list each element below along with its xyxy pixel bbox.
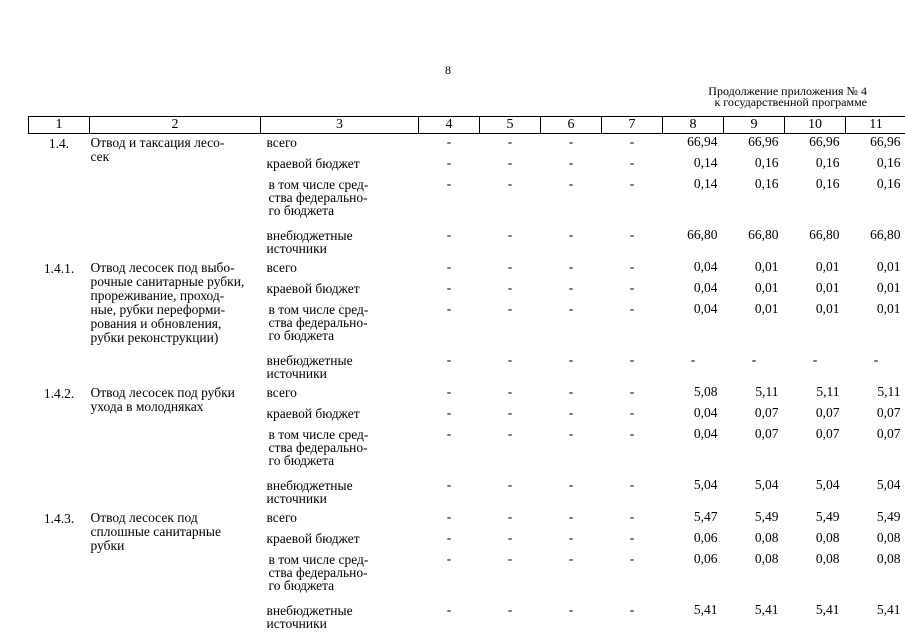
value-cell-col5: - <box>507 352 513 367</box>
value-cell-col11: 5,11 <box>877 384 901 399</box>
value-cell-col9: - <box>751 352 757 367</box>
value-cell-col11: 0,07 <box>876 405 901 420</box>
value-cell-col8: 66,94 <box>687 134 718 149</box>
value-cell-col10: - <box>812 352 818 367</box>
funding-source: всего <box>266 260 297 275</box>
value-cell-col8: 5,47 <box>693 509 718 524</box>
value-cell-col5: - <box>507 530 513 545</box>
header-row <box>29 117 905 134</box>
funding-source: в том числе сред- ства федерально- го бюджета <box>268 427 369 468</box>
value-cell-col6: - <box>568 176 574 191</box>
value-cell-col11: 66,80 <box>870 227 901 242</box>
value-cell-col11: 5,41 <box>876 602 901 617</box>
value-cell-col11: 66,96 <box>870 134 901 149</box>
value-cell-col4: - <box>446 530 452 545</box>
item-code: 1.4.1. <box>43 261 75 276</box>
value-cell-col11: 0,07 <box>876 426 901 441</box>
value-cell-col9: 5,04 <box>754 477 779 492</box>
value-cell-col5: - <box>507 509 513 524</box>
value-cell-col7: - <box>629 509 635 524</box>
value-cell-col10: 5,49 <box>815 509 840 524</box>
value-cell-col6: - <box>568 352 574 367</box>
table-row <box>29 134 905 156</box>
header-cell-10: 10 <box>785 117 846 134</box>
value-cell-col5: - <box>507 551 513 566</box>
value-cell-col8: 5,41 <box>693 602 718 617</box>
value-cell-col11: 0,16 <box>876 176 901 191</box>
value-cell-col9: 0,01 <box>754 280 779 295</box>
value-cell-col10: 0,08 <box>815 530 840 545</box>
value-cell-col4: - <box>446 155 452 170</box>
value-cell-col7: - <box>629 352 635 367</box>
value-cell-col5: - <box>507 477 513 492</box>
value-cell-col6: - <box>568 280 574 295</box>
continuation-note-line1: Продолжение приложения № 4 <box>708 84 867 98</box>
value-cell-col10: 0,16 <box>815 176 840 191</box>
item-code: 1.4.2. <box>43 386 75 401</box>
value-cell-col8: 5,08 <box>693 384 718 399</box>
value-cell-col7: - <box>629 384 635 399</box>
funding-source: внебюджетные источники <box>266 603 353 631</box>
funding-source: в том числе сред- ства федерально- го бюджета <box>268 177 369 218</box>
value-cell-col10: 0,08 <box>815 551 840 566</box>
value-cell-col8: 5,04 <box>693 477 718 492</box>
value-cell-col8: 0,04 <box>693 259 718 274</box>
value-cell-col8: 0,04 <box>693 280 718 295</box>
table-row <box>29 259 905 280</box>
value-cell-col5: - <box>507 134 513 149</box>
value-cell-col5: - <box>507 384 513 399</box>
value-cell-col6: - <box>568 530 574 545</box>
value-cell-col6: - <box>568 509 574 524</box>
value-cell-col5: - <box>507 301 513 316</box>
value-cell-col4: - <box>446 426 452 441</box>
funding-source: внебюджетные источники <box>266 478 353 506</box>
value-cell-col6: - <box>568 227 574 242</box>
value-cell-col5: - <box>507 155 513 170</box>
value-cell-col5: - <box>507 405 513 420</box>
value-cell-col9: 66,80 <box>748 227 779 242</box>
value-cell-col8: 66,80 <box>687 227 718 242</box>
value-cell-col4: - <box>446 405 452 420</box>
value-cell-col10: 0,07 <box>815 405 840 420</box>
value-cell-col8: 0,04 <box>693 405 718 420</box>
table-row <box>29 384 905 405</box>
funding-source: краевой бюджет <box>266 531 360 546</box>
value-cell-col8: 0,04 <box>693 426 718 441</box>
value-cell-col11: 5,49 <box>876 509 901 524</box>
value-cell-col5: - <box>507 259 513 274</box>
value-cell-col11: 0,08 <box>876 530 901 545</box>
value-cell-col6: - <box>568 155 574 170</box>
value-cell-col11: - <box>873 352 879 367</box>
value-cell-col6: - <box>568 551 574 566</box>
value-cell-col10: 66,96 <box>809 134 840 149</box>
value-cell-col8: - <box>690 352 696 367</box>
value-cell-col6: - <box>568 405 574 420</box>
value-cell-col11: 0,08 <box>876 551 901 566</box>
continuation-note <box>708 86 867 108</box>
header-cell-6: 6 <box>541 117 602 134</box>
value-cell-col8: 0,06 <box>693 530 718 545</box>
value-cell-col4: - <box>446 134 452 149</box>
funding-source: внебюджетные источники <box>266 353 353 381</box>
value-cell-col6: - <box>568 134 574 149</box>
value-cell-col8: 0,14 <box>693 155 718 170</box>
value-cell-col11: 0,01 <box>876 259 901 274</box>
value-cell-col6: - <box>568 259 574 274</box>
value-cell-col4: - <box>446 280 452 295</box>
value-cell-col4: - <box>446 301 452 316</box>
value-cell-col7: - <box>629 602 635 617</box>
value-cell-col5: - <box>507 176 513 191</box>
funding-source: всего <box>266 510 297 525</box>
value-cell-col10: 5,11 <box>816 384 840 399</box>
value-cell-col4: - <box>446 259 452 274</box>
item-code: 1.4.3. <box>43 511 75 526</box>
value-cell-col7: - <box>629 426 635 441</box>
item-name: Отвод и таксация лесо- сек <box>90 135 225 164</box>
program-table <box>28 116 905 634</box>
table-body <box>29 134 905 635</box>
value-cell-col10: 66,80 <box>809 227 840 242</box>
value-cell-col9: 0,01 <box>754 259 779 274</box>
header-cell-3: 3 <box>261 117 419 134</box>
table-row <box>29 509 905 530</box>
funding-source: в том числе сред- ства федерально- го бюджета <box>268 302 369 343</box>
value-cell-col6: - <box>568 602 574 617</box>
header-cell-9: 9 <box>724 117 785 134</box>
funding-source: краевой бюджет <box>266 406 360 421</box>
value-cell-col7: - <box>629 280 635 295</box>
value-cell-col9: 0,07 <box>754 426 779 441</box>
value-cell-col4: - <box>446 551 452 566</box>
item-code: 1.4. <box>48 136 70 151</box>
value-cell-col10: 0,01 <box>815 280 840 295</box>
value-cell-col7: - <box>629 530 635 545</box>
value-cell-col11: 0,01 <box>876 301 901 316</box>
value-cell-col11: 5,04 <box>876 477 901 492</box>
value-cell-col8: 0,14 <box>693 176 718 191</box>
value-cell-col7: - <box>629 227 635 242</box>
value-cell-col9: 5,49 <box>754 509 779 524</box>
value-cell-col6: - <box>568 477 574 492</box>
value-cell-col9: 5,41 <box>754 602 779 617</box>
value-cell-col6: - <box>568 301 574 316</box>
value-cell-col5: - <box>507 426 513 441</box>
value-cell-col5: - <box>507 280 513 295</box>
value-cell-col7: - <box>629 134 635 149</box>
value-cell-col7: - <box>629 477 635 492</box>
value-cell-col4: - <box>446 602 452 617</box>
value-cell-col6: - <box>568 384 574 399</box>
item-name: Отвод лесосек под сплошные санитарные рубки <box>90 510 221 553</box>
value-cell-col7: - <box>629 155 635 170</box>
header-cell-11: 11 <box>846 117 905 134</box>
value-cell-col4: - <box>446 352 452 367</box>
value-cell-col4: - <box>446 384 452 399</box>
header-cell-2: 2 <box>90 117 261 134</box>
value-cell-col10: 0,07 <box>815 426 840 441</box>
value-cell-col8: 0,04 <box>693 301 718 316</box>
value-cell-col9: 5,11 <box>755 384 779 399</box>
value-cell-col9: 0,08 <box>754 551 779 566</box>
value-cell-col10: 0,01 <box>815 259 840 274</box>
value-cell-col9: 0,01 <box>754 301 779 316</box>
value-cell-col10: 5,04 <box>815 477 840 492</box>
funding-source: краевой бюджет <box>266 281 360 296</box>
value-cell-col10: 0,16 <box>815 155 840 170</box>
value-cell-col9: 0,16 <box>754 155 779 170</box>
funding-source: внебюджетные источники <box>266 228 353 256</box>
header-cell-7: 7 <box>602 117 663 134</box>
value-cell-col5: - <box>507 602 513 617</box>
value-cell-col11: 0,16 <box>876 155 901 170</box>
funding-source: всего <box>266 135 297 150</box>
value-cell-col8: 0,06 <box>693 551 718 566</box>
value-cell-col10: 0,01 <box>815 301 840 316</box>
funding-source: краевой бюджет <box>266 156 360 171</box>
value-cell-col4: - <box>446 477 452 492</box>
value-cell-col7: - <box>629 259 635 274</box>
value-cell-col9: 0,08 <box>754 530 779 545</box>
value-cell-col10: 5,41 <box>815 602 840 617</box>
item-name: Отвод лесосек под рубки ухода в молодняках <box>90 385 235 414</box>
header-cell-4: 4 <box>419 117 480 134</box>
header-cell-8: 8 <box>663 117 724 134</box>
value-cell-col11: 0,01 <box>876 280 901 295</box>
value-cell-col4: - <box>446 509 452 524</box>
continuation-note-line2: к государственной программе <box>714 95 867 109</box>
value-cell-col4: - <box>446 176 452 191</box>
value-cell-col7: - <box>629 551 635 566</box>
funding-source: всего <box>266 385 297 400</box>
page-number: 8 <box>445 63 451 77</box>
header-cell-5: 5 <box>480 117 541 134</box>
value-cell-col4: - <box>446 227 452 242</box>
value-cell-col9: 0,07 <box>754 405 779 420</box>
value-cell-col5: - <box>507 227 513 242</box>
value-cell-col9: 0,16 <box>754 176 779 191</box>
item-name: Отвод лесосек под выбо- рочные санитарные рубки, прореживание, проход- ные, рубки переформи- рования и обновления, рубки реконструкции) <box>90 260 245 345</box>
value-cell-col9: 66,96 <box>748 134 779 149</box>
value-cell-col7: - <box>629 176 635 191</box>
header-cell-1: 1 <box>29 117 90 134</box>
value-cell-col7: - <box>629 301 635 316</box>
value-cell-col6: - <box>568 426 574 441</box>
value-cell-col7: - <box>629 405 635 420</box>
funding-source: в том числе сред- ства федерально- го бюджета <box>268 552 369 593</box>
